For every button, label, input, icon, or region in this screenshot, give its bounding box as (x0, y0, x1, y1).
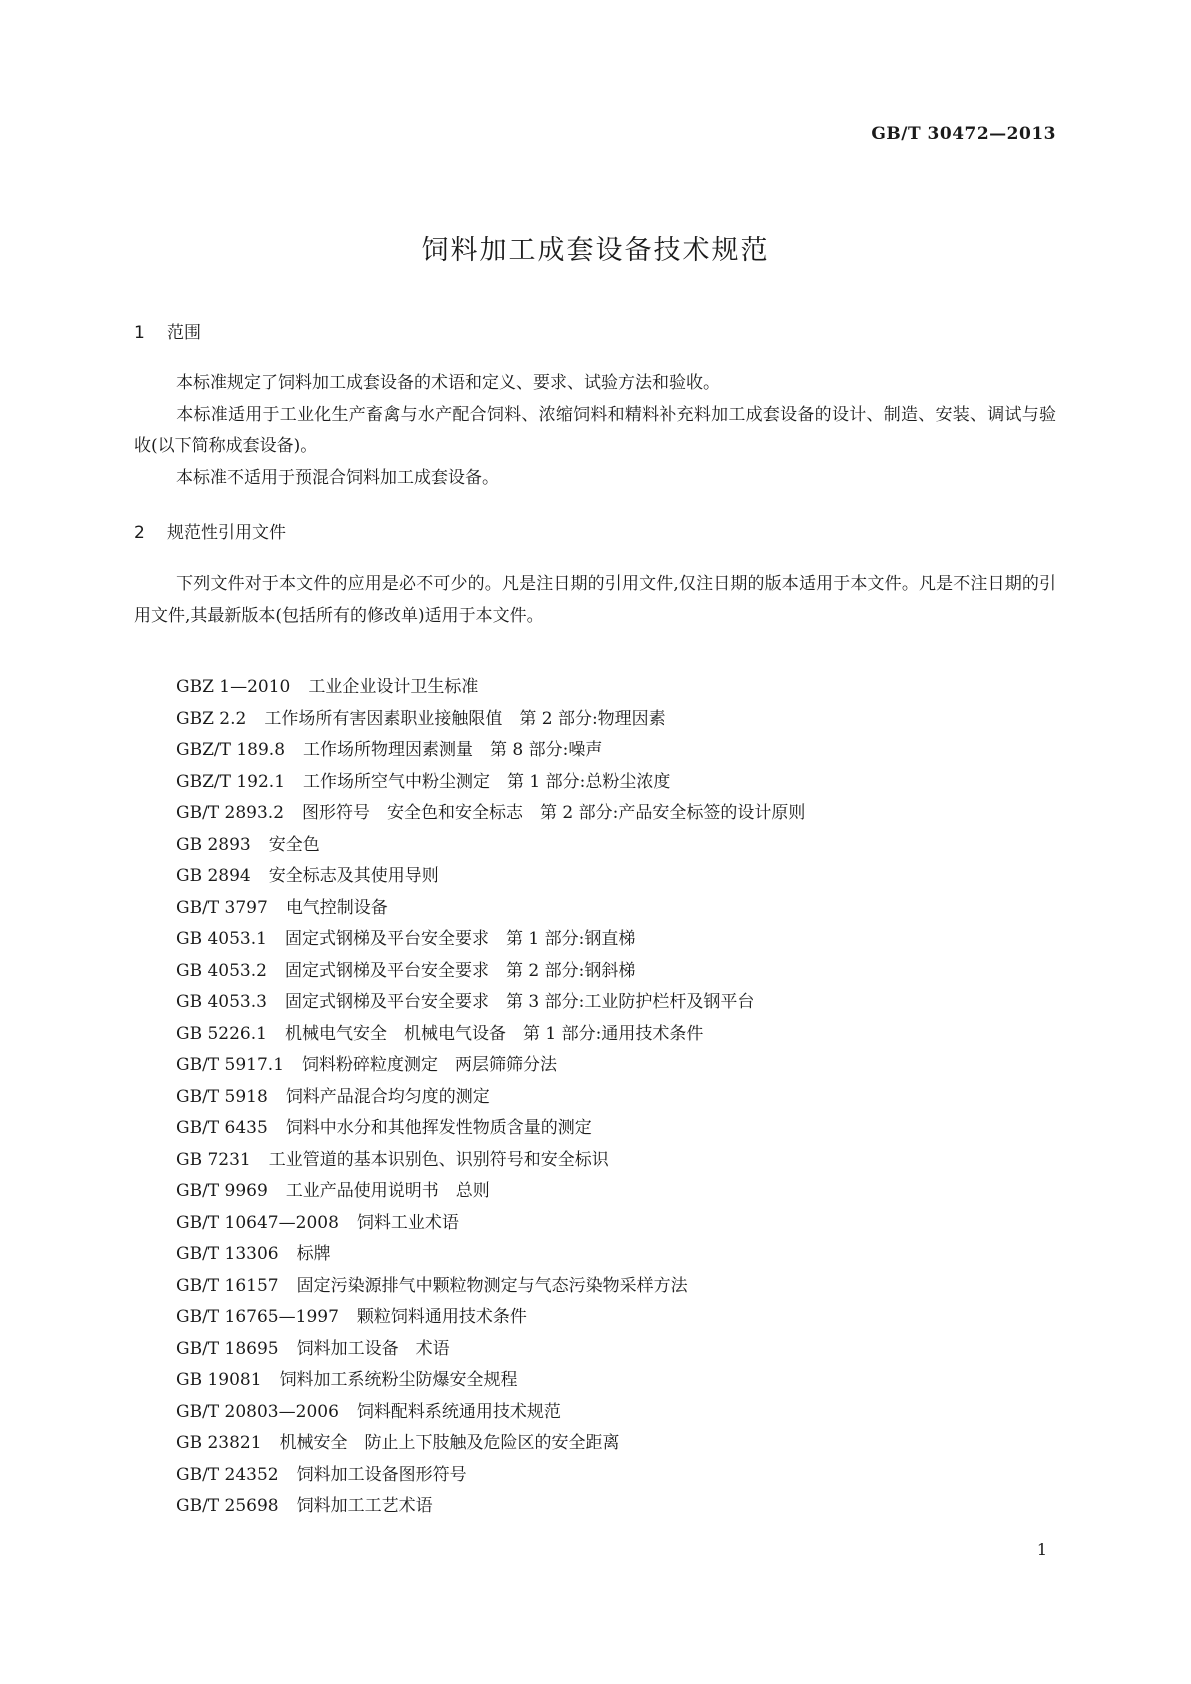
reference-item: GBZ/T 192.1 工作场所空气中粉尘测定 第 1 部分:总粉尘浓度 (176, 771, 671, 792)
reference-item: GB 23821 机械安全 防止上下肢触及危险区的安全距离 (176, 1433, 620, 1453)
reference-item: GB/T 13306 标牌 (176, 1244, 331, 1264)
reference-item: GB/T 9969 工业产品使用说明书 总则 (176, 1181, 490, 1201)
reference-item: GB/T 18695 饲料加工设备 术语 (176, 1338, 450, 1359)
reference-item: GBZ 1—2010 工业企业设计卫生标准 (176, 677, 479, 697)
standard-number: GB/T 30472—2013 (871, 124, 1056, 144)
reference-item: GB 2893 安全色 (176, 834, 320, 855)
reference-item: GB/T 16765—1997 颗粒饲料通用技术条件 (176, 1307, 527, 1327)
section-2-number: 2 (134, 523, 145, 543)
section-2-title: 规范性引用文件 (167, 523, 286, 543)
reference-item: GB/T 6435 饲料中水分和其他挥发性物质含量的测定 (176, 1118, 592, 1138)
section-1-paragraph: 本标准不适用于预混合饲料加工成套设备。 (176, 467, 499, 488)
section-1-title: 范围 (167, 323, 201, 343)
reference-list (176, 672, 805, 1523)
reference-item: GB 2894 安全标志及其使用导则 (176, 866, 439, 886)
section-1-heading (134, 318, 201, 343)
reference-item: GB/T 2893.2 图形符号 安全色和安全标志 第 2 部分:产品安全标签的设计原则 (176, 803, 806, 823)
section-2-heading (134, 518, 286, 543)
reference-item: GB/T 10647—2008 饲料工业术语 (176, 1212, 459, 1233)
section-2-intro: 下列文件对于本文件的应用是必不可少的。凡是注日期的引用文件,仅注日期的版本适用于本文件。凡是不注日期的引用文件,其最新版本(包括所有的修改单)适用于本文件。 (134, 574, 1056, 626)
reference-item: GB 4053.1 固定式钢梯及平台安全要求 第 1 部分:钢直梯 (176, 929, 636, 949)
section-1-paragraph: 本标准规定了饲料加工成套设备的术语和定义、要求、试验方法和验收。 (176, 373, 720, 393)
reference-item: GB/T 3797 电气控制设备 (176, 897, 388, 918)
reference-item: GB/T 20803—2006 饲料配料系统通用技术规范 (176, 1401, 561, 1422)
reference-item: GB 5226.1 机械电气安全 机械电气设备 第 1 部分:通用技术条件 (176, 1023, 704, 1044)
section-1-paragraph: 本标准适用于工业化生产畜禽与水产配合饲料、浓缩饲料和精料补充料加工成套设备的设计、制造、安装、调试与验收(以下简称成套设备)。 (134, 404, 1056, 456)
reference-item: GB/T 24352 饲料加工设备图形符号 (176, 1464, 467, 1485)
reference-item: GB/T 25698 饲料加工工艺术语 (176, 1496, 433, 1516)
section-1-number: 1 (134, 323, 145, 343)
reference-item: GB 7231 工业管道的基本识别色、识别符号和安全标识 (176, 1149, 609, 1170)
reference-item: GB/T 16157 固定污染源排气中颗粒物测定与气态污染物采样方法 (176, 1275, 688, 1296)
document-title: 饲料加工成套设备技术规范 (421, 235, 770, 266)
page-number: 1 (1036, 1540, 1047, 1559)
reference-item: GBZ 2.2 工作场所有害因素职业接触限值 第 2 部分:物理因素 (176, 708, 666, 729)
reference-item: GBZ/T 189.8 工作场所物理因素测量 第 8 部分:噪声 (176, 740, 603, 760)
reference-item: GB/T 5917.1 饲料粉碎粒度测定 两层筛筛分法 (176, 1055, 558, 1075)
reference-item: GB 4053.3 固定式钢梯及平台安全要求 第 3 部分:工业防护栏杆及钢平台 (176, 992, 755, 1012)
reference-item: GB 4053.2 固定式钢梯及平台安全要求 第 2 部分:钢斜梯 (176, 960, 636, 981)
reference-item: GB 19081 饲料加工系统粉尘防爆安全规程 (176, 1370, 518, 1390)
reference-item: GB/T 5918 饲料产品混合均匀度的测定 (176, 1086, 490, 1107)
